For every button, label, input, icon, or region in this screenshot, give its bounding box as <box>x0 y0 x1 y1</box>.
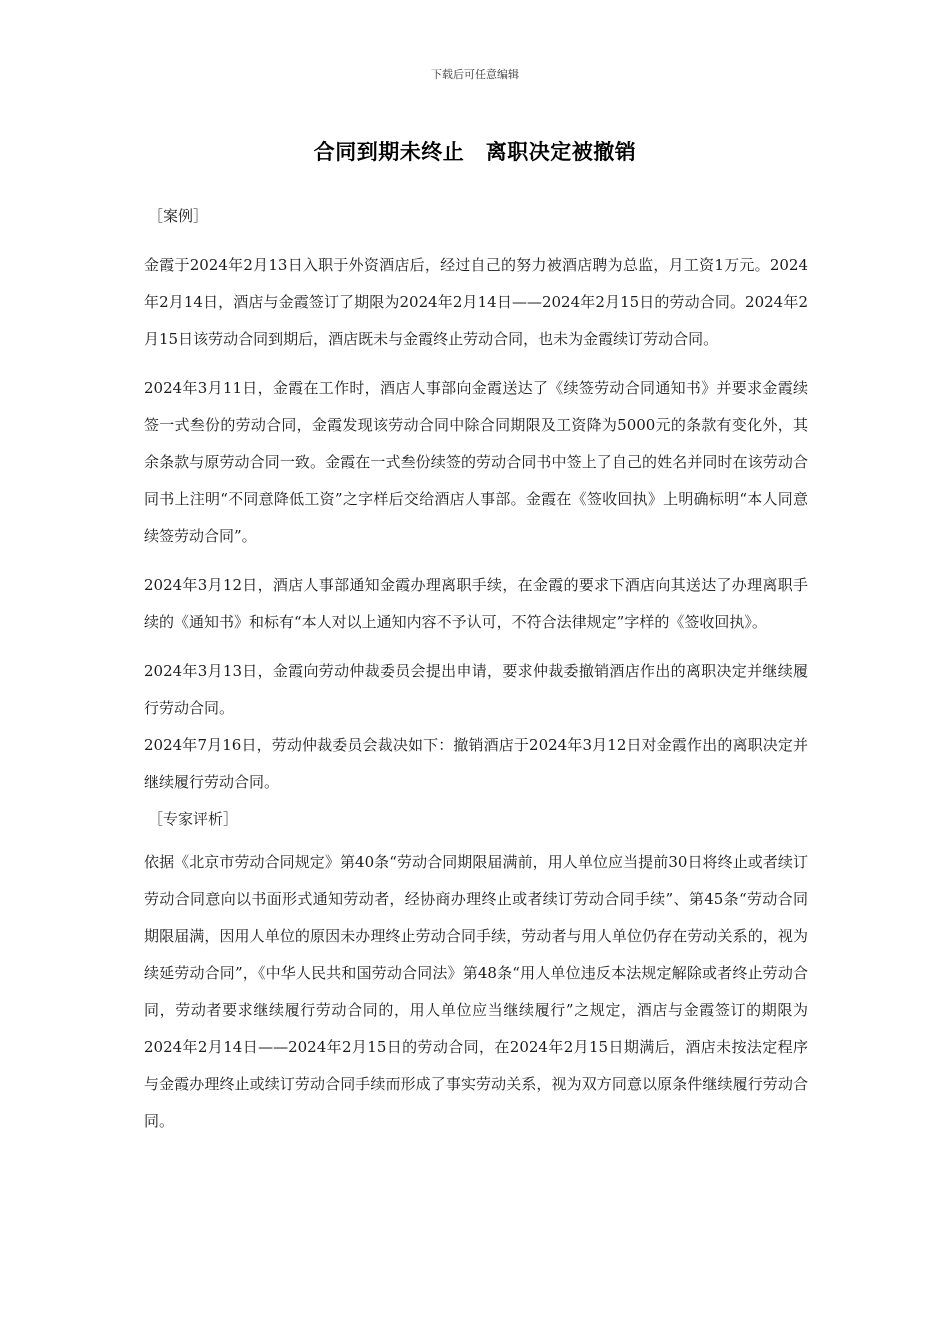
analysis-section-label: ［专家评析］ <box>148 810 239 828</box>
analysis-paragraph-1: 依据《北京市劳动合同规定》第40条“劳动合同期限届满前，用人单位应当提前30日将终止或者续订劳动合同意向以书面形式通知劳动者，经协商办理终止或者续订劳动合同手续”、第45条“劳动合同期限届满，因用人单位的原因未办理终止劳动合同手续，劳动者与用人单位仍存在劳动关系的，视为续延劳动合同”，《中华人民共和国劳动合同法》第48条“用人单位违反本法规定解除或者终止劳动合同，劳动者要求继续履行劳动合同的，用人单位应当继续履行”之规定，酒店与金霞签订的期限为2024年2月14日——2024年2月15日的劳动合同，在2024年2月15日期满后，酒店未按法定程序与金霞办理终止或续订劳动合同手续而形成了事实劳动关系，视为双方同意以原条件继续履行劳动合同。 <box>144 853 808 1130</box>
document-title: 合同到期未终止 离职决定被撤销 <box>313 140 637 164</box>
case-paragraph-1: 金霞于2024年2月13日入职于外资酒店后，经过自己的努力被酒店聘为总监，月工资1万元。2024年2月14日，酒店与金霞签订了期限为2024年2月14日——2024年2月15日的劳动合同。2024年2月15日该劳动合同到期后，酒店既未与金霞终止劳动合同，也未为金霞续订劳动合同。 <box>144 256 808 348</box>
document-body <box>144 198 808 1140</box>
case-paragraph-4: 2024年3月13日，金霞向劳动仲裁委员会提出申请，要求仲裁委撤销酒店作出的离职决定并继续履行劳动合同。 <box>144 662 808 717</box>
case-paragraph-2: 2024年3月11日，金霞在工作时，酒店人事部向金霞送达了《续签劳动合同通知书》并要求金霞续签一式叁份的劳动合同，金霞发现该劳动合同中除合同期限及工资降为5000元的条款有变化外，其余条款与原劳动合同一致。金霞在一式叁份续签的劳动合同书中签上了自己的姓名并同时在该劳动合同书上注明“不同意降低工资”之字样后交给酒店人事部。金霞在《签收回执》上明确标明“本人同意续签劳动合同”。 <box>144 379 808 545</box>
case-paragraph-3: 2024年3月12日，酒店人事部通知金霞办理离职手续，在金霞的要求下酒店向其送达了办理离职手续的《通知书》和标有“本人对以上通知内容不予认可，不符合法律规定”字样的《签收回执》。 <box>144 576 808 631</box>
case-paragraph-5: 2024年7月16日，劳动仲裁委员会裁决如下：撤销酒店于2024年3月12日对金霞作出的离职决定并继续履行劳动合同。 <box>144 736 808 791</box>
header-note: 下载后可任意编辑 <box>431 68 519 81</box>
case-section-label: ［案例］ <box>148 207 209 225</box>
